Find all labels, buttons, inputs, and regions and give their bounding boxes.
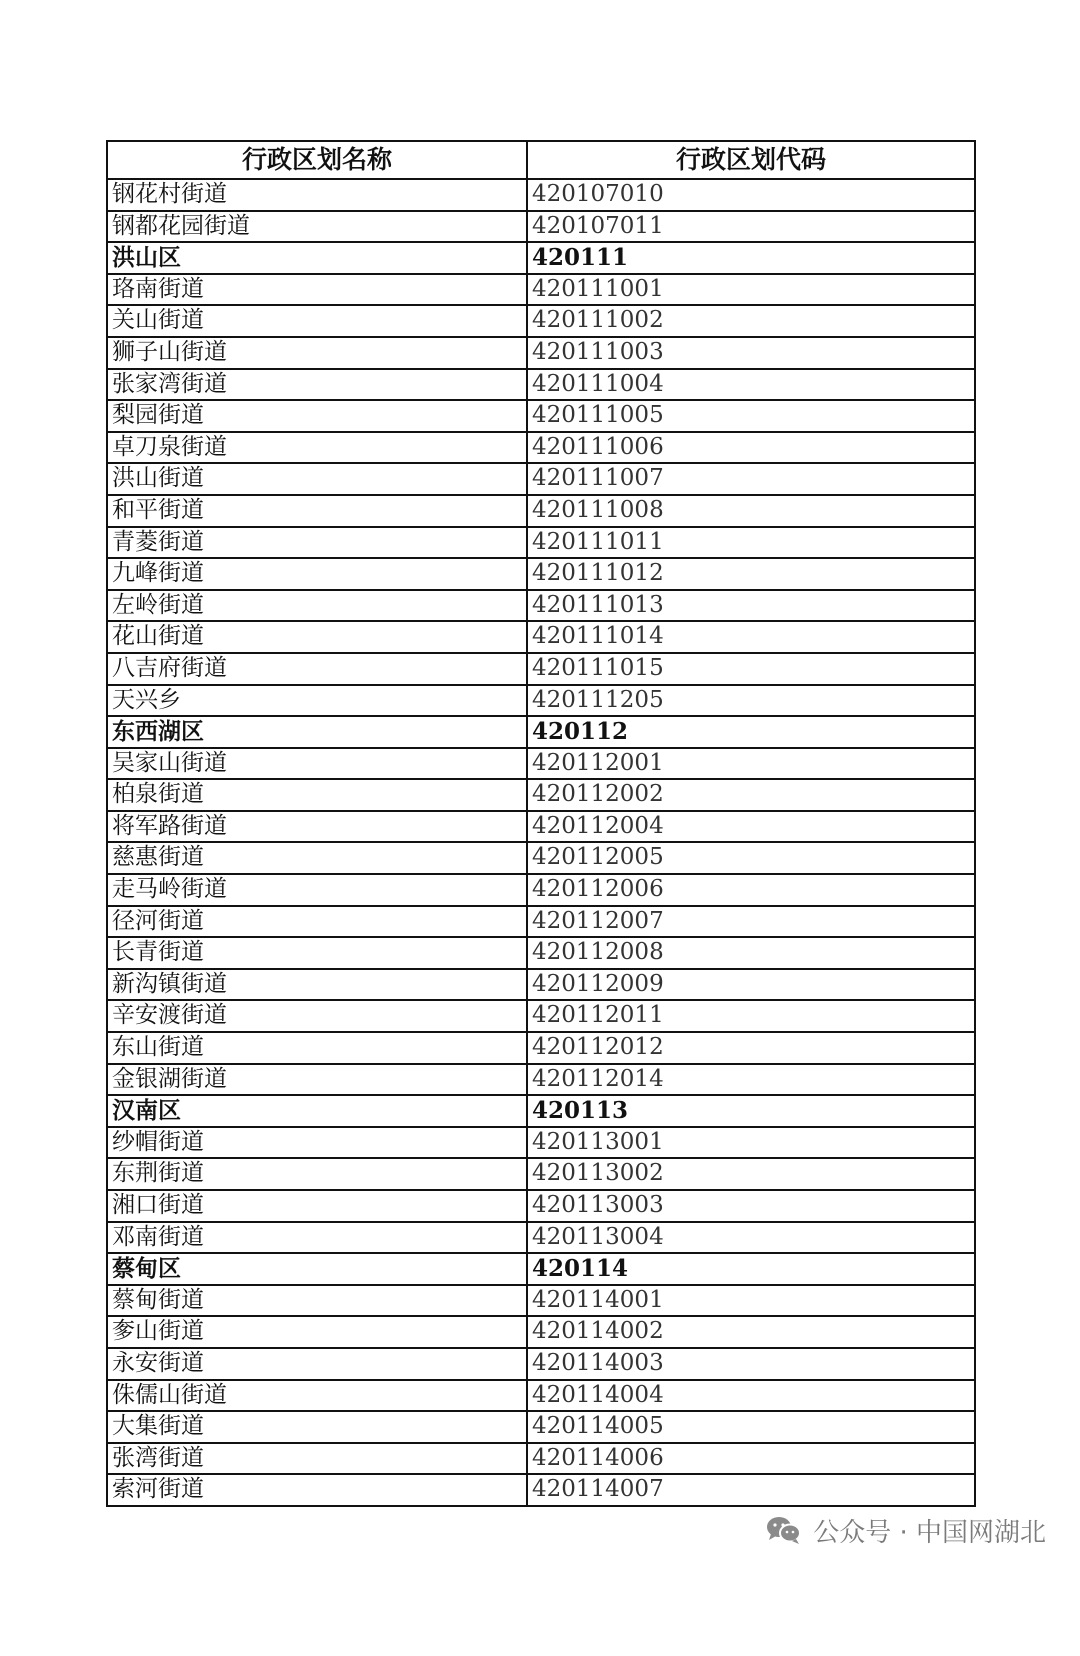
- division-code-cell: 420112009: [527, 969, 975, 1001]
- division-code-cell: 420112014: [527, 1064, 975, 1096]
- table-row: [107, 685, 975, 717]
- division-code-cell: 420114006: [527, 1443, 975, 1475]
- table-row: [107, 874, 975, 906]
- division-name-cell: 卓刀泉街道: [107, 432, 527, 464]
- division-code-cell: 420112008: [527, 937, 975, 969]
- division-code-cell: 420107010: [527, 179, 975, 211]
- division-code-cell: 420113004: [527, 1222, 975, 1254]
- division-name-cell: 花山街道: [107, 621, 527, 653]
- table-row: [107, 1127, 975, 1159]
- division-code-cell: 420112001: [527, 748, 975, 780]
- division-name-cell: 邓南街道: [107, 1222, 527, 1254]
- division-name-cell: 慈惠街道: [107, 842, 527, 874]
- division-name-cell: 纱帽街道: [107, 1127, 527, 1159]
- table-row: [107, 527, 975, 559]
- table-row: [107, 1285, 975, 1317]
- table-row: [107, 274, 975, 306]
- division-code-cell: 420112012: [527, 1032, 975, 1064]
- division-code-cell: 420111004: [527, 369, 975, 401]
- division-name-cell: 蔡甸街道: [107, 1285, 527, 1317]
- division-code-cell: 420107011: [527, 211, 975, 243]
- table-row: [107, 779, 975, 811]
- division-name-cell: 关山街道: [107, 305, 527, 337]
- division-code-cell: 420112007: [527, 906, 975, 938]
- division-name-cell: 东山街道: [107, 1032, 527, 1064]
- division-name-cell: 九峰街道: [107, 558, 527, 590]
- watermark: [765, 1510, 1046, 1550]
- division-code-cell: 420111011: [527, 527, 975, 559]
- table-row: [107, 1380, 975, 1412]
- division-code-cell: 420112004: [527, 811, 975, 843]
- division-code-cell: 420113002: [527, 1158, 975, 1190]
- division-name-cell: 左岭街道: [107, 590, 527, 622]
- table-row: [107, 1316, 975, 1348]
- division-code-cell: 420114: [527, 1253, 975, 1285]
- division-name-cell: 大集街道: [107, 1411, 527, 1443]
- division-name-cell: 张湾街道: [107, 1443, 527, 1475]
- division-name-cell: 永安街道: [107, 1348, 527, 1380]
- district-row: [107, 1253, 975, 1285]
- table-row: [107, 590, 975, 622]
- district-row: [107, 716, 975, 748]
- table-row: [107, 463, 975, 495]
- division-name-cell: 天兴乡: [107, 685, 527, 717]
- division-name-cell: 蔡甸区: [107, 1253, 527, 1285]
- table-row: [107, 305, 975, 337]
- division-name-cell: 走马岭街道: [107, 874, 527, 906]
- division-name-cell: 青菱街道: [107, 527, 527, 559]
- division-name-cell: 珞南街道: [107, 274, 527, 306]
- table-body: [107, 179, 975, 1506]
- division-code-cell: 420113: [527, 1095, 975, 1127]
- division-name-cell: 钢都花园街道: [107, 211, 527, 243]
- division-code-cell: 420114002: [527, 1316, 975, 1348]
- division-code-cell: 420112011: [527, 1000, 975, 1032]
- table-row: [107, 1222, 975, 1254]
- division-name-cell: 张家湾街道: [107, 369, 527, 401]
- division-code-cell: 420111: [527, 242, 975, 274]
- division-code-cell: 420112: [527, 716, 975, 748]
- table-row: [107, 1032, 975, 1064]
- watermark-text: 公众号 · 中国网湖北: [813, 1517, 1046, 1548]
- division-name-cell: 长青街道: [107, 937, 527, 969]
- table-row: [107, 432, 975, 464]
- division-name-cell: 狮子山街道: [107, 337, 527, 369]
- division-name-cell: 八吉府街道: [107, 653, 527, 685]
- division-name-cell: 柏泉街道: [107, 779, 527, 811]
- division-name-cell: 湘口街道: [107, 1190, 527, 1222]
- division-name-cell: 奓山街道: [107, 1316, 527, 1348]
- table-row: [107, 1000, 975, 1032]
- table-row: [107, 211, 975, 243]
- division-name-cell: 洪山街道: [107, 463, 527, 495]
- division-code-cell: 420113001: [527, 1127, 975, 1159]
- division-name-cell: 金银湖街道: [107, 1064, 527, 1096]
- division-code-cell: 420111001: [527, 274, 975, 306]
- division-code-cell: 420112005: [527, 842, 975, 874]
- district-row: [107, 1095, 975, 1127]
- division-name-cell: 索河街道: [107, 1474, 527, 1506]
- division-code-cell: 420111007: [527, 463, 975, 495]
- table-row: [107, 621, 975, 653]
- wechat-icon: [765, 1514, 803, 1546]
- division-name-cell: 辛安渡街道: [107, 1000, 527, 1032]
- division-name-cell: 将军路街道: [107, 811, 527, 843]
- division-name-cell: 新沟镇街道: [107, 969, 527, 1001]
- division-name-cell: 梨园街道: [107, 400, 527, 432]
- division-name-cell: 东西湖区: [107, 716, 527, 748]
- division-code-cell: 420112002: [527, 779, 975, 811]
- division-code-cell: 420111002: [527, 305, 975, 337]
- division-code-cell: 420114005: [527, 1411, 975, 1443]
- division-name-cell: 洪山区: [107, 242, 527, 274]
- division-code-cell: 420111205: [527, 685, 975, 717]
- division-name-cell: 钢花村街道: [107, 179, 527, 211]
- division-code-cell: 420111008: [527, 495, 975, 527]
- division-code-cell: 420114007: [527, 1474, 975, 1506]
- division-code-cell: 420111013: [527, 590, 975, 622]
- division-name-cell: 汉南区: [107, 1095, 527, 1127]
- table-row: [107, 937, 975, 969]
- header-division-name: 行政区划名称: [107, 141, 527, 179]
- division-code-cell: 420111015: [527, 653, 975, 685]
- table-row: [107, 653, 975, 685]
- table-row: [107, 748, 975, 780]
- district-row: [107, 242, 975, 274]
- division-code-cell: 420114003: [527, 1348, 975, 1380]
- table-row: [107, 1190, 975, 1222]
- table-row: [107, 400, 975, 432]
- table-row: [107, 179, 975, 211]
- table-row: [107, 369, 975, 401]
- table-row: [107, 1443, 975, 1475]
- division-code-cell: 420114004: [527, 1380, 975, 1412]
- division-name-cell: 和平街道: [107, 495, 527, 527]
- division-name-cell: 吴家山街道: [107, 748, 527, 780]
- division-code-cell: 420111005: [527, 400, 975, 432]
- division-code-cell: 420113003: [527, 1190, 975, 1222]
- division-code-cell: 420114001: [527, 1285, 975, 1317]
- table-row: [107, 1474, 975, 1506]
- table-row: [107, 1348, 975, 1380]
- table-row: [107, 558, 975, 590]
- division-name-cell: 径河街道: [107, 906, 527, 938]
- division-code-cell: 420112006: [527, 874, 975, 906]
- division-code-cell: 420111006: [527, 432, 975, 464]
- table-row: [107, 495, 975, 527]
- table-row: [107, 1158, 975, 1190]
- table-row: [107, 906, 975, 938]
- table-row: [107, 337, 975, 369]
- division-code-table-container: [106, 140, 974, 1507]
- division-name-cell: 东荆街道: [107, 1158, 527, 1190]
- division-code-cell: 420111003: [527, 337, 975, 369]
- table-row: [107, 1064, 975, 1096]
- division-code-cell: 420111012: [527, 558, 975, 590]
- table-row: [107, 1411, 975, 1443]
- table-row: [107, 842, 975, 874]
- division-name-cell: 侏儒山街道: [107, 1380, 527, 1412]
- table-row: [107, 969, 975, 1001]
- division-code-table: [106, 140, 976, 1507]
- header-division-code: 行政区划代码: [527, 141, 975, 179]
- table-row: [107, 811, 975, 843]
- table-header-row: [107, 141, 975, 179]
- division-code-cell: 420111014: [527, 621, 975, 653]
